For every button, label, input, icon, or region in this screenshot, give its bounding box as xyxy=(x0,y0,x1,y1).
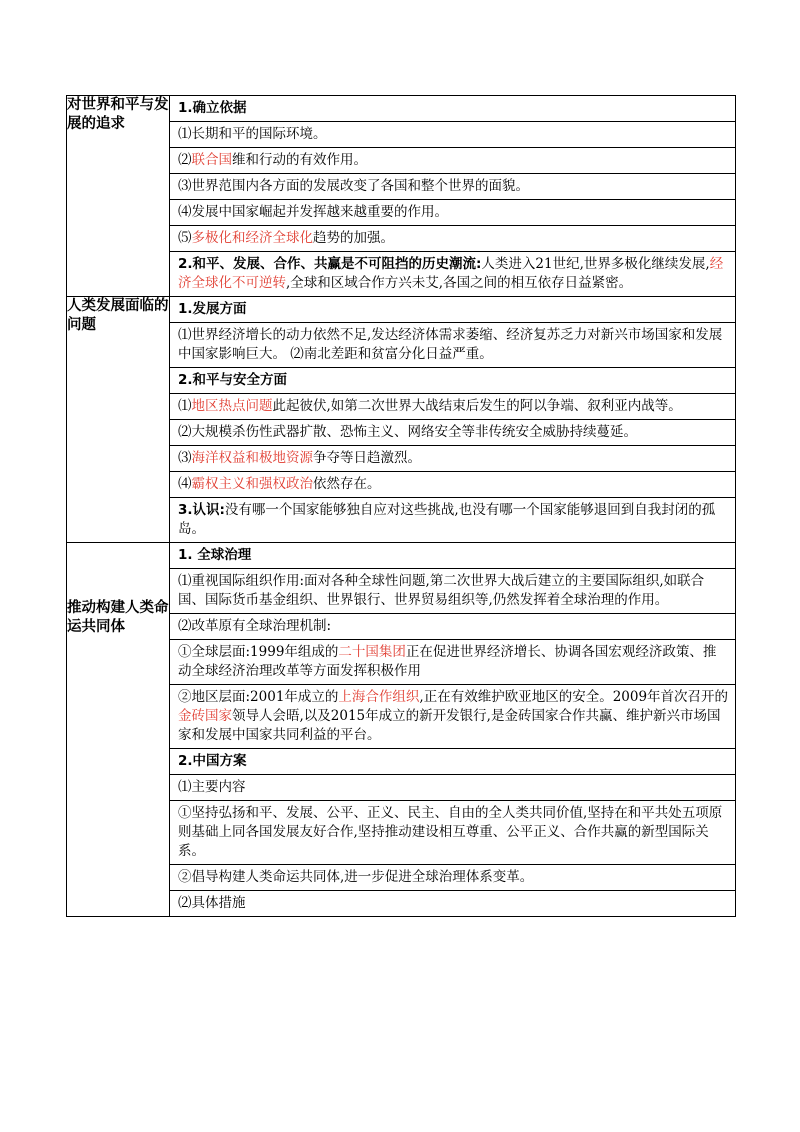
paragraph xyxy=(170,775,735,801)
highlight-text: 经济全球化不可逆转 xyxy=(178,256,724,291)
highlight-text: 霸权主义和强权政治 xyxy=(191,476,313,492)
bold-heading: 2.和平与安全方面 xyxy=(178,372,288,388)
paragraph xyxy=(170,297,735,323)
text-segment: 依然存在。 xyxy=(313,476,381,492)
paragraph xyxy=(170,801,735,865)
text-segment: 没有哪一个国家能够独自应对这些挑战,也没有哪一个国家能够退回到自我封闭的孤岛。 xyxy=(178,502,716,537)
paragraph xyxy=(170,569,735,614)
paragraph xyxy=(170,148,735,174)
highlight-text: 上海合作组织 xyxy=(338,689,420,705)
paragraph xyxy=(170,891,735,916)
highlight-text: 海洋权益和极地资源 xyxy=(191,450,313,466)
paragraph xyxy=(170,749,735,775)
text-segment: ②倡导构建人类命运共同体,进一步促进全球治理体系变革。 xyxy=(178,869,534,885)
highlight-text: 多极化和经济全球化 xyxy=(191,230,313,246)
paragraph xyxy=(170,420,735,446)
paragraph xyxy=(170,96,735,122)
text-segment: ⑴主要内容 xyxy=(178,779,246,795)
row-body xyxy=(170,96,736,297)
text-segment: 此起彼伏,如第二次世界大战结束后发生的阿以争端、叙利亚内战等。 xyxy=(272,398,682,414)
paragraph xyxy=(170,200,735,226)
paragraph xyxy=(170,640,735,685)
paragraph xyxy=(170,368,735,394)
text-segment: ⑴世界经济增长的动力依然不足,发达经济体需求萎缩、经济复苏乏力对新兴市场国家和发展中国家影响巨大。 ⑵南北差距和贫富分化日益严重。 xyxy=(178,327,723,362)
text-segment: ⑶ xyxy=(178,450,192,466)
content-table xyxy=(66,95,736,917)
paragraph xyxy=(170,226,735,252)
paragraph xyxy=(170,472,735,498)
text-segment: ①坚持弘扬和平、发展、公平、正义、民主、自由的全人类共同价值,坚持在和平共处五项原则基础上同各国发展友好合作,坚持推动建设相互尊重、公平正义、合作共赢的新型国际关系。 xyxy=(178,805,723,859)
text-segment: ②地区层面:2001年成立的 xyxy=(178,689,339,705)
paragraph xyxy=(170,446,735,472)
text-segment: 正在促进世界经济增长、协调各国宏观经济政策、推动全球经济治理改革等方面发挥积极作用 xyxy=(178,644,717,679)
text-segment: 争夺等日趋激烈。 xyxy=(313,450,421,466)
text-segment: ⑷发展中国家崛起并发挥越来越重要的作用。 xyxy=(178,204,448,220)
text-segment: 人类进入21世纪,世界多极化继续发展, xyxy=(481,256,710,272)
bold-heading: 1.确立依据 xyxy=(178,100,247,116)
text-segment: ⑶世界范围内各方面的发展改变了各国和整个世界的面貌。 xyxy=(178,178,529,194)
bold-heading: 3.认识: xyxy=(178,502,225,518)
text-segment: 趋势的加强。 xyxy=(313,230,394,246)
highlight-text: 金砖国家 xyxy=(178,708,232,724)
text-segment: ⑵具体措施 xyxy=(178,895,246,911)
row-header: 人类发展面临的问题 xyxy=(67,297,170,543)
highlight-text: 二十国集团 xyxy=(338,644,406,660)
table-row xyxy=(67,543,736,917)
paragraph xyxy=(170,174,735,200)
paragraph xyxy=(170,543,735,569)
bold-heading: 1.发展方面 xyxy=(178,301,247,317)
text-segment: 领导人会晤,以及2015年成立的新开发银行,是金砖国家合作共赢、维护新兴市场国家和发展中国家共同利益的平台。 xyxy=(178,708,721,743)
row-header: 对世界和平与发展的追求 xyxy=(67,96,170,297)
text-segment: 维和行动的有效作用。 xyxy=(232,152,367,168)
text-segment: ⑵ xyxy=(178,152,192,168)
text-segment: ⑴重视国际组织作用:面对各种全球性问题,第二次世界大战后建立的主要国际组织,如联合国、国际货币基金组织、世界银行、世界贸易组织等,仍然发挥着全球治理的作用。 xyxy=(178,573,705,608)
bold-heading: 2.和平、发展、合作、共赢是不可阻挡的历史潮流: xyxy=(178,256,482,272)
paragraph xyxy=(170,614,735,640)
paragraph xyxy=(170,323,735,368)
text-segment: ⑵大规模杀伤性武器扩散、恐怖主义、网络安全等非传统安全威胁持续蔓延。 xyxy=(178,424,637,440)
highlight-text: 地区热点问题 xyxy=(191,398,273,414)
row-header: 推动构建人类命运共同体 xyxy=(67,543,170,917)
text-segment: ⑵改革原有全球治理机制: xyxy=(178,618,332,634)
text-segment: ⑸ xyxy=(178,230,192,246)
text-segment: ①全球层面:1999年组成的 xyxy=(178,644,339,660)
row-body xyxy=(170,543,736,917)
paragraph xyxy=(170,685,735,749)
text-segment: ⑴长期和平的国际环境。 xyxy=(178,126,327,142)
paragraph xyxy=(170,498,735,542)
text-segment: ⑴ xyxy=(178,398,192,414)
highlight-text: 联合国 xyxy=(191,152,232,168)
row-body xyxy=(170,297,736,543)
paragraph xyxy=(170,252,735,296)
paragraph xyxy=(170,122,735,148)
bold-heading: 2.中国方案 xyxy=(178,753,247,769)
text-segment: ,正在有效维护欧亚地区的安全。2009年首次召开的 xyxy=(419,689,729,705)
paragraph xyxy=(170,394,735,420)
bold-heading: 1. 全球治理 xyxy=(178,547,252,563)
paragraph xyxy=(170,865,735,891)
text-segment: ,全球和区域合作方兴未艾,各国之间的相互依存日益紧密。 xyxy=(286,275,633,291)
table-row xyxy=(67,297,736,543)
table-row xyxy=(67,96,736,297)
text-segment: ⑷ xyxy=(178,476,192,492)
